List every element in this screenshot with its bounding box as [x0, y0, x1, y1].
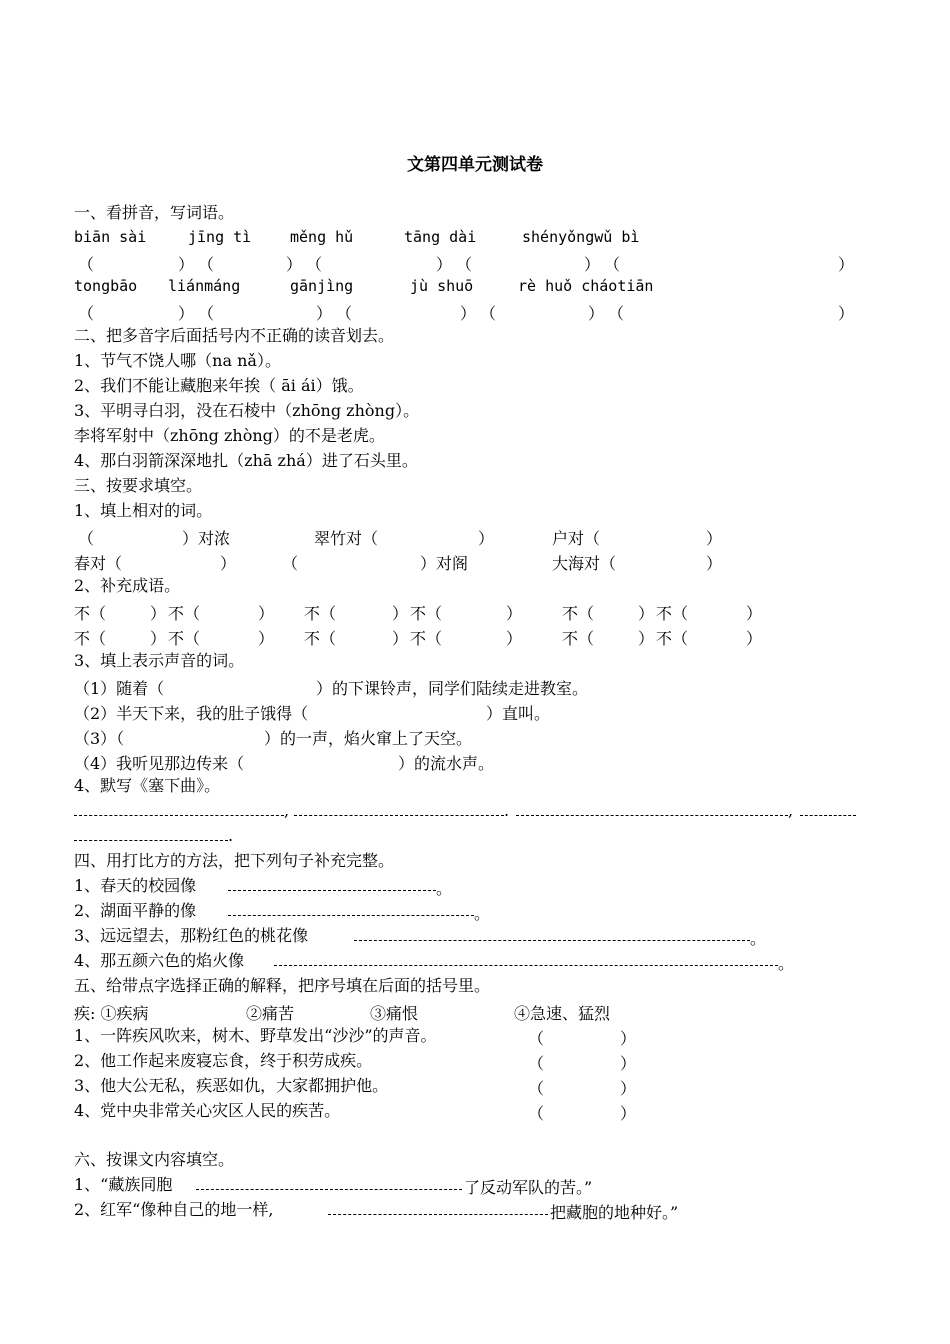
question-item-tail: 把藏胞的地种好。” — [550, 1203, 679, 1222]
pinyin-9: jù shuō — [410, 277, 474, 295]
comma: , — [788, 801, 794, 820]
dot: . — [228, 826, 234, 845]
answer-bracket-open[interactable]: （ — [198, 304, 215, 323]
answer-bracket-open[interactable]: （ — [480, 304, 497, 323]
idiom-blank[interactable]: 不（ — [562, 629, 595, 648]
meaning-option: ②痛苦 — [246, 1004, 295, 1023]
answer-blank-line[interactable] — [354, 940, 750, 941]
poem-blank-line[interactable] — [74, 840, 228, 841]
section-5-heading: 五、给带点字选择正确的解释，把序号填在后面的括号里。 — [74, 976, 491, 995]
poem-blank-line[interactable] — [74, 815, 284, 816]
answer-bracket-open[interactable]: （ — [528, 1079, 545, 1098]
idiom-blank[interactable]: 不（ — [410, 629, 443, 648]
answer-bracket-close: ） — [620, 1104, 637, 1123]
answer-bracket-close: ） — [620, 1029, 637, 1048]
sub-question: 4、默写《塞下曲》。 — [74, 776, 221, 795]
question-item: 2、我们不能让藏胞来年挨（ āi ái）饿。 — [74, 376, 364, 395]
answer-blank-line[interactable] — [228, 890, 436, 891]
answer-bracket-close: ） — [620, 1079, 637, 1098]
period: 。 — [778, 954, 795, 973]
answer-bracket-open[interactable]: （ — [528, 1104, 545, 1123]
sub-question: 1、填上相对的词。 — [74, 501, 213, 520]
fill-label[interactable]: 大海对（ — [552, 554, 617, 573]
answer-bracket-open[interactable]: （ — [78, 304, 95, 323]
pinyin-10: rè huǒ cháotiān — [518, 277, 654, 295]
fill-label[interactable]: 春对（ — [74, 554, 123, 573]
idiom-blank[interactable]: 不（ — [410, 604, 443, 623]
answer-blank-line[interactable] — [228, 915, 474, 916]
answer-bracket-close: ） — [638, 604, 655, 623]
answer-bracket-close: ） — [706, 554, 723, 573]
answer-bracket-close: ） — [746, 629, 763, 648]
idiom-blank[interactable]: 不（ — [562, 604, 595, 623]
answer-bracket-open[interactable]: （ — [282, 554, 299, 573]
answer-blank-line[interactable] — [274, 965, 778, 966]
sound-fill-prefix[interactable]: （2）半天下来，我的肚子饿得（ — [74, 704, 309, 723]
question-item: 3、他大公无私，疾恶如仇，大家都拥护他。 — [74, 1076, 389, 1095]
sound-fill-suffix: ）的下课铃声，同学们陆续走进教室。 — [316, 679, 589, 698]
answer-bracket-close: ） — [258, 629, 275, 648]
pinyin-5: shényǒngwǔ bì — [522, 228, 640, 246]
answer-bracket-open[interactable]: （ — [78, 529, 95, 548]
answer-blank-line[interactable] — [196, 1189, 462, 1190]
meaning-option: ④急速、猛烈 — [514, 1004, 611, 1023]
question-item: 1、一阵疾风吹来，树木、野草发出“沙沙”的声音。 — [74, 1026, 437, 1045]
answer-bracket-close: ） — [258, 604, 275, 623]
answer-bracket-close: ） — [506, 629, 523, 648]
meaning-option: 疾: ①疾病 — [74, 1004, 149, 1023]
section-3-heading: 三、按要求填空。 — [74, 476, 203, 495]
answer-bracket-open[interactable]: （ — [528, 1029, 545, 1048]
answer-bracket-close: ） — [178, 255, 195, 274]
idiom-blank[interactable]: 不（ — [656, 629, 689, 648]
sound-fill-prefix[interactable]: （3）（ — [74, 729, 125, 748]
poem-blank-line[interactable] — [294, 815, 504, 816]
idiom-blank[interactable]: 不（ — [168, 604, 201, 623]
answer-bracket-close: ） — [460, 304, 477, 323]
section-4-heading: 四、用打比方的方法，把下列句子补充完整。 — [74, 851, 395, 870]
answer-bracket-close: ） — [392, 604, 409, 623]
answer-bracket-open[interactable]: （ — [306, 255, 323, 274]
idiom-blank[interactable]: 不（ — [74, 629, 107, 648]
answer-bracket-open[interactable]: （ — [604, 255, 621, 274]
page-title: 文第四单元测试卷 — [407, 155, 543, 175]
answer-bracket-close: ） — [392, 629, 409, 648]
fill-label[interactable]: 翠竹对（ — [314, 529, 379, 548]
answer-bracket-open[interactable]: （ — [78, 255, 95, 274]
poem-blank-line[interactable] — [516, 815, 788, 816]
sub-question: 3、填上表示声音的词。 — [74, 651, 245, 670]
period: 。 — [474, 904, 491, 923]
question-item: 2、湖面平静的像 — [74, 901, 197, 920]
question-item: 3、远远望去，那粉红色的桃花像 — [74, 926, 309, 945]
pinyin-2: jīng tì — [188, 228, 252, 246]
answer-bracket-open[interactable]: （ — [528, 1054, 545, 1073]
comma: , — [284, 801, 290, 820]
fill-label[interactable]: 户对（ — [552, 529, 601, 548]
question-item: 1、“藏族同胞 — [74, 1175, 173, 1194]
sound-fill-prefix[interactable]: （4）我听见那边传来（ — [74, 754, 245, 773]
question-item-tail: 了反动军队的苦。” — [464, 1178, 593, 1197]
question-item: 4、那五颜六色的焰火像 — [74, 951, 245, 970]
answer-bracket-close: ） — [436, 255, 453, 274]
question-item: 1、节气不饶人哪（na nǎ）。 — [74, 351, 281, 370]
answer-bracket-close: ） — [706, 529, 723, 548]
answer-blank-line[interactable] — [328, 1214, 548, 1215]
sound-fill-suffix: ）的流水声。 — [398, 754, 495, 773]
idiom-blank[interactable]: 不（ — [304, 629, 337, 648]
period: 。 — [436, 879, 453, 898]
pinyin-1: biān sài — [74, 228, 147, 246]
pinyin-6: tongbāo — [74, 277, 138, 295]
answer-bracket-open[interactable]: （ — [608, 304, 625, 323]
answer-bracket-open[interactable]: （ — [198, 255, 215, 274]
answer-bracket-close: ） — [638, 629, 655, 648]
fill-label: ）对阁 — [420, 554, 469, 573]
pinyin-8: gānjìng — [290, 277, 354, 295]
section-1-heading: 一、看拼音，写词语。 — [74, 203, 235, 222]
dot: . — [504, 801, 510, 820]
answer-bracket-close: ） — [220, 554, 237, 573]
sub-question: 2、补充成语。 — [74, 576, 181, 595]
answer-bracket-close: ） — [620, 1054, 637, 1073]
answer-bracket-open[interactable]: （ — [336, 304, 353, 323]
pinyin-3: měng hǔ — [290, 228, 354, 246]
answer-bracket-close: ） — [478, 529, 495, 548]
answer-bracket-close: ） — [746, 604, 763, 623]
idiom-blank[interactable]: 不（ — [656, 604, 689, 623]
answer-bracket-close: ） — [150, 629, 167, 648]
section-2-heading: 二、把多音字后面括号内不正确的读音划去。 — [74, 326, 395, 345]
poem-blank-line[interactable] — [800, 815, 856, 816]
question-item: 李将军射中（zhōng zhòng）的不是老虎。 — [74, 426, 385, 445]
idiom-blank[interactable]: 不（ — [304, 604, 337, 623]
pinyin-4: tāng dài — [404, 228, 477, 246]
section-6-heading: 六、按课文内容填空。 — [74, 1150, 235, 1169]
question-item: 2、红军“像种自己的地一样, — [74, 1200, 274, 1219]
fill-label: ）对浓 — [182, 529, 231, 548]
sound-fill-prefix[interactable]: （1）随着（ — [74, 679, 165, 698]
answer-bracket-close: ） — [178, 304, 195, 323]
answer-bracket-close: ） — [838, 255, 855, 274]
question-item: 2、他工作起来废寝忘食，终于积劳成疾。 — [74, 1051, 373, 1070]
answer-bracket-close: ） — [150, 604, 167, 623]
question-item: 4、那白羽箭深深地扎（zhā zhá）进了石头里。 — [74, 451, 418, 470]
answer-bracket-close: ） — [838, 304, 855, 323]
answer-bracket-close: ） — [584, 255, 601, 274]
answer-bracket-close: ） — [316, 304, 333, 323]
period: 。 — [750, 929, 767, 948]
idiom-blank[interactable]: 不（ — [74, 604, 107, 623]
answer-bracket-close: ） — [588, 304, 605, 323]
sound-fill-suffix: ）直叫。 — [486, 704, 551, 723]
question-item: 4、党中央非常关心灾区人民的疾苦。 — [74, 1101, 341, 1120]
meaning-option: ③痛恨 — [370, 1004, 419, 1023]
question-item: 1、春天的校园像 — [74, 876, 197, 895]
idiom-blank[interactable]: 不（ — [168, 629, 201, 648]
pinyin-7: liánmáng — [168, 277, 241, 295]
answer-bracket-close: ） — [286, 255, 303, 274]
answer-bracket-open[interactable]: （ — [456, 255, 473, 274]
answer-bracket-close: ） — [506, 604, 523, 623]
sound-fill-suffix: ）的一声，焰火窜上了天空。 — [264, 729, 473, 748]
question-item: 3、平明寻白羽，没在石棱中（zhōng zhòng）。 — [74, 401, 420, 420]
